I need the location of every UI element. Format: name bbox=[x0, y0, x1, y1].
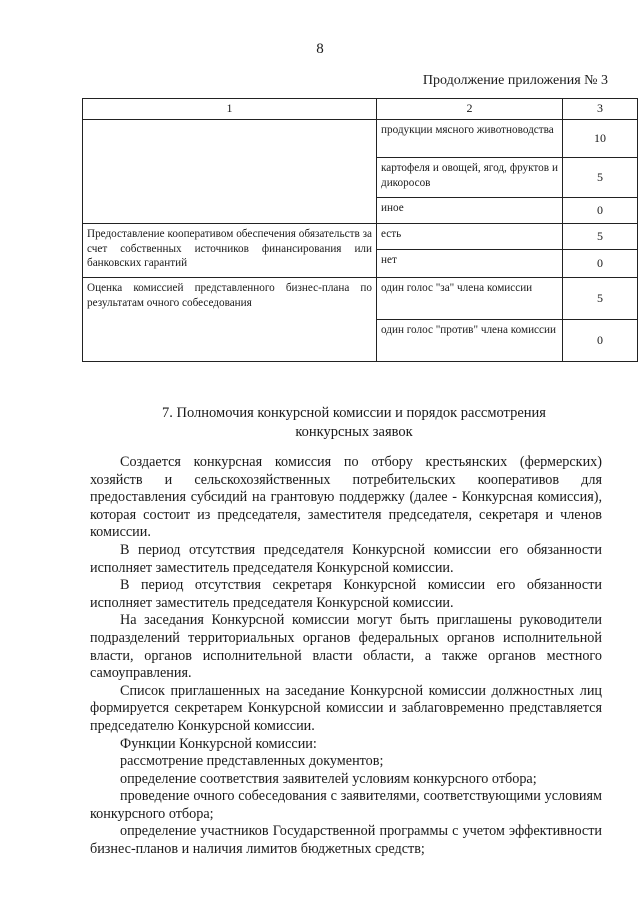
list-item: проведение очного собеседования с заявителями, соответствующими условиям конкурсного отбора; bbox=[90, 788, 602, 822]
paragraph: Создается конкурсная комиссия по отбору крестьянских (фермерских) хозяйств и сельскохозяйственных потребительских кооперативов для предоставления субсидий на грантовую поддержку (далее - Конкурсная комиссия), которая состоит из председателя, заместителя председателя, секретаря и членов комиссии. bbox=[90, 454, 602, 541]
column-header-1: 1 bbox=[83, 99, 377, 120]
option-cell: есть bbox=[377, 224, 563, 250]
option-cell: иное bbox=[377, 198, 563, 224]
table-header-row bbox=[83, 99, 638, 120]
list-item: определение участников Государственной программы с учетом эффективности бизнес-планов и наличия лимитов бюджетных средств; bbox=[90, 823, 602, 858]
column-header-2: 2 bbox=[377, 99, 563, 120]
paragraph: Функции Конкурсной комиссии: bbox=[120, 735, 317, 752]
table-row bbox=[83, 224, 638, 250]
score-cell: 5 bbox=[563, 224, 638, 250]
section-title-line: конкурсных заявок bbox=[295, 423, 413, 440]
score-cell: 0 bbox=[563, 320, 638, 362]
option-cell: картофеля и овощей, ягод, фруктов и дикоросов bbox=[377, 158, 563, 198]
option-cell: продукции мясного животноводства bbox=[377, 120, 563, 158]
paragraph: На заседания Конкурсной комиссии могут быть приглашены руководители подразделений территориальных органов федеральных органов исполнительной власти, органов исполнительной власти области, а также органов местного самоуправления. bbox=[90, 612, 602, 682]
paragraph: Список приглашенных на заседание Конкурсной комиссии должностных лиц формируется секретарем Конкурсной комиссии и заблаговременно представляется председателю Конкурсной комиссии. bbox=[90, 682, 602, 734]
score-cell: 0 bbox=[563, 198, 638, 224]
section-body bbox=[90, 454, 602, 859]
column-header-3: 3 bbox=[563, 99, 638, 120]
option-cell: нет bbox=[377, 250, 563, 278]
table-row bbox=[83, 120, 638, 158]
list-item: определение соответствия заявителей условиям конкурсного отбора; bbox=[120, 770, 537, 787]
list-item: рассмотрение представленных документов; bbox=[120, 753, 384, 770]
page-number: 8 bbox=[316, 41, 324, 57]
criterion-cell: Оценка комиссией представленного бизнес-плана по результатам очного собеседования bbox=[83, 278, 377, 362]
section-title bbox=[90, 404, 618, 442]
criterion-cell bbox=[83, 120, 377, 224]
option-cell: один голос "против" члена комиссии bbox=[377, 320, 563, 362]
appendix-continuation-note: Продолжение приложения № 3 bbox=[422, 73, 608, 88]
score-cell: 5 bbox=[563, 278, 638, 320]
paragraph: В период отсутствия председателя Конкурсной комиссии его обязанности исполняет заместитель председателя Конкурсной комиссии. bbox=[90, 541, 602, 576]
criteria-table bbox=[82, 98, 638, 362]
table-row bbox=[83, 278, 638, 320]
section-title-line: 7. Полномочия конкурсной комиссии и порядок рассмотрения bbox=[162, 405, 546, 421]
criterion-cell: Предоставление кооперативом обеспечения обязательств за счет собственных источников финансирования или банковских гарантий bbox=[83, 224, 377, 278]
score-cell: 10 bbox=[563, 120, 638, 158]
score-cell: 5 bbox=[563, 158, 638, 198]
option-cell: один голос "за" члена комиссии bbox=[377, 278, 563, 320]
paragraph: В период отсутствия секретаря Конкурсной комиссии его обязанности исполняет заместитель председателя Конкурсной комиссии. bbox=[90, 577, 602, 611]
score-cell: 0 bbox=[563, 250, 638, 278]
